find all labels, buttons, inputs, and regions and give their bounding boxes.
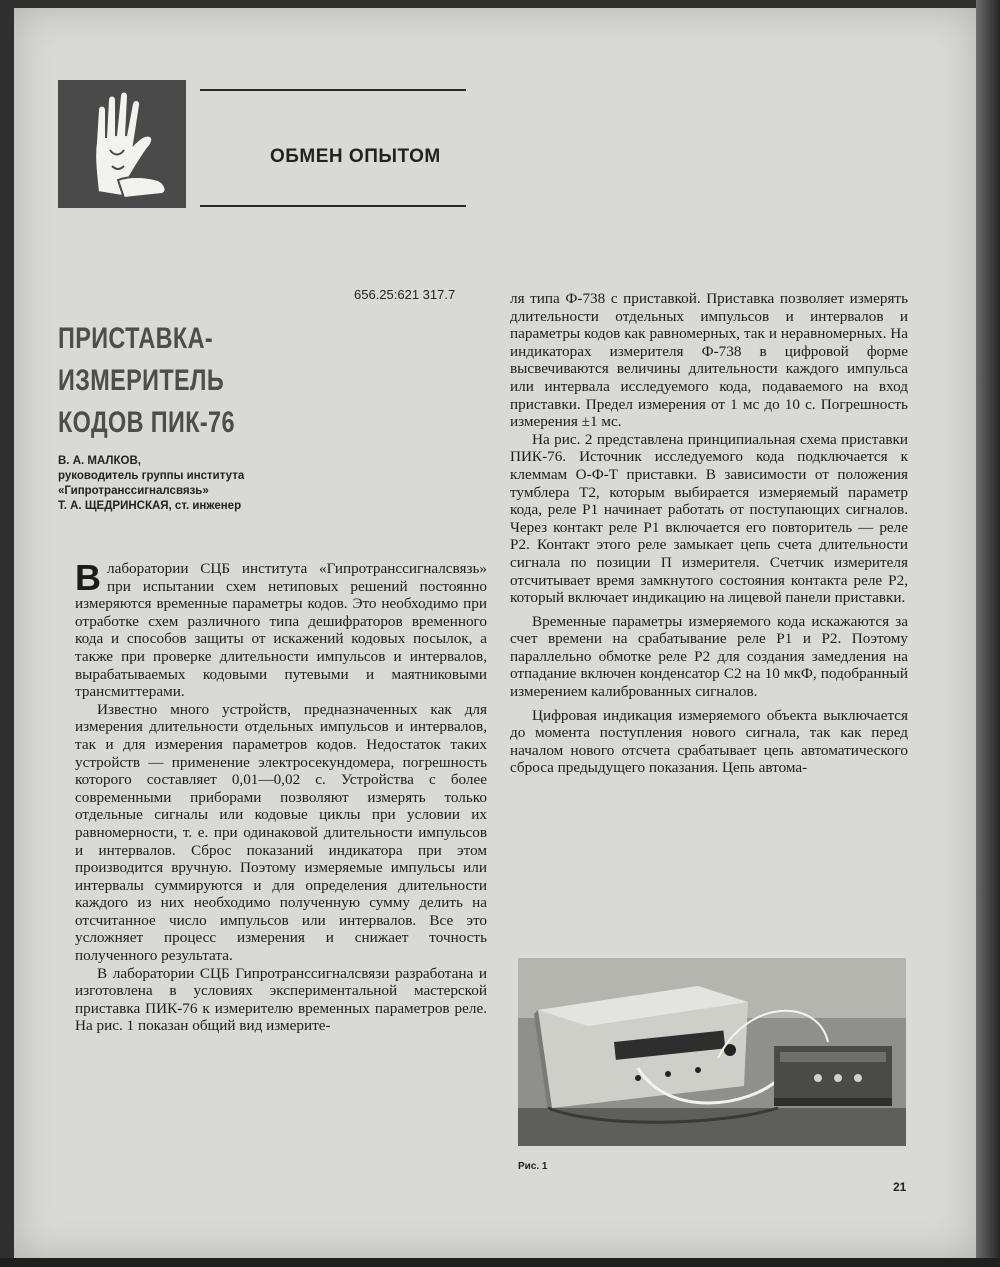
page-bottom-shadow: [0, 1258, 1000, 1267]
figure-1-photo: [518, 958, 906, 1146]
paragraph: Цифровая индикация измеряемого объекта выключается до момента поступления нового сигнала, так как перед началом нового отсчета срабатывает цепь автоматического сброса предыдущего показания. Цепь автома-: [510, 706, 908, 777]
paragraph: Известно много устройств, предназначенных как для измерения длительности отдельных импульсов и интервалов, так и для измерения параметров кодов. Недостаток таких устройств — применение электросекундомера, погрешность которого составляет 0,01—0,02 с. Устройства с более современными приборами позволяют измерять только отдельные сигналы или кодовые циклы при условии их равномерности, т. е. при одинаковой длительности импульсов и интервалов. Сброс показаний индикатора при этом производится вручную. Поэтому измеряемые импульсы или интервалы суммируются и для определения длительности каждого из них необходимо полученную сумму делить на отсчитанное число импульсов или интервалов. Все это усложняет процесс измерения и снижает точность полученного результата.: [75, 700, 487, 965]
page-number: 21: [893, 1180, 907, 1194]
author-1-organization: «Гипротранссигналсвязь»: [58, 485, 209, 497]
figure-caption: Рис. 1: [518, 1161, 548, 1172]
article-title-line-1: ПРИСТАВКА-ИЗМЕРИТЕЛЬ: [58, 322, 225, 397]
authors-block: [58, 454, 388, 514]
header-rule-bottom: [200, 205, 466, 207]
paragraph: Временные параметры измеряемого кода искажаются за счет времени на срабатывание реле Р1 и Р2. Поэтому параллельно обмотке реле Р2 для создания замедления на отпадание включен конденсатор С2 на 10 мкФ, подобранный измерением калиброванных сигналов.: [510, 612, 908, 701]
section-title: ОБМЕН ОПЫТОМ: [270, 146, 441, 167]
article-title: [58, 318, 308, 444]
author-1-position: руководитель группы института: [58, 470, 245, 482]
paragraph-continued: ля типа Ф-738 с приставкой. Приставка позволяет измерять длительности отдельных импульсов и интервалов и параметры кодов как равномерных, так и неравномерных. На индикаторах измерителя Ф-738 в цифровой форме высвечиваются величины длительности каждого импульса или интервала исследуемого кода, подаваемого на вход приставки. Предел измерения от 1 мс до 10 с. Погрешность измерения ±1 мс.: [510, 290, 908, 431]
paragraph-intro: Влаборатории СЦБ института «Гипротранссигналсвязь» при испытании схем нетиповых решений постоянно измеряются временные параметры кодов. Это необходимо при отработке схем различного типа дешифраторов временного кода и способов защиты от искажений кодовых посылок, а также при проверке длительности импульсов и интервалов, вырабатываемых кодовыми путевыми и маятниковыми трансмиттерами.: [75, 557, 487, 701]
header-rule-top: [200, 89, 466, 91]
author-1-name: В. А. МАЛКОВ,: [58, 455, 141, 467]
left-column: [75, 557, 487, 1035]
author-2: Т. А. ЩЕДРИНСКАЯ, ст. инженер: [58, 500, 242, 512]
paragraph: В лаборатории СЦБ Гипротранссигналсвязи разработана и изготовлена в условиях экспериментальной мастерской приставка ПИК-76 к измерителю временных параметров реле. На рис. 1 показан общий вид измерите-: [75, 964, 487, 1035]
right-column: [510, 290, 908, 777]
paragraph: На рис. 2 представлена принципиальная схема приставки ПИК-76. Источник исследуемого кода подключается к клеммам О-Ф-Т приставки. В зависимости от положения тумблера Т2, которым выбирается измеряемый параметр кода, реле Р1 начинает работать от поступающих сигналов. Через контакт реле Р1 включается его повторитель — реле Р2. Контакт этого реле замыкает цепь счета длительности сигнала по позиции П измерителя. Счетчик измерителя отсчитывает время замкнутого состояния контакта реле Р2, который включает индикацию на лицевой панели приставки.: [510, 430, 908, 607]
page-binding-shadow: [976, 0, 1000, 1267]
udc-code: 656.25:621 317.7: [354, 287, 456, 302]
article-title-line-2: КОДОВ ПИК-76: [58, 406, 235, 439]
drop-cap: В: [75, 557, 101, 598]
hand-emblem-icon: [58, 80, 186, 208]
